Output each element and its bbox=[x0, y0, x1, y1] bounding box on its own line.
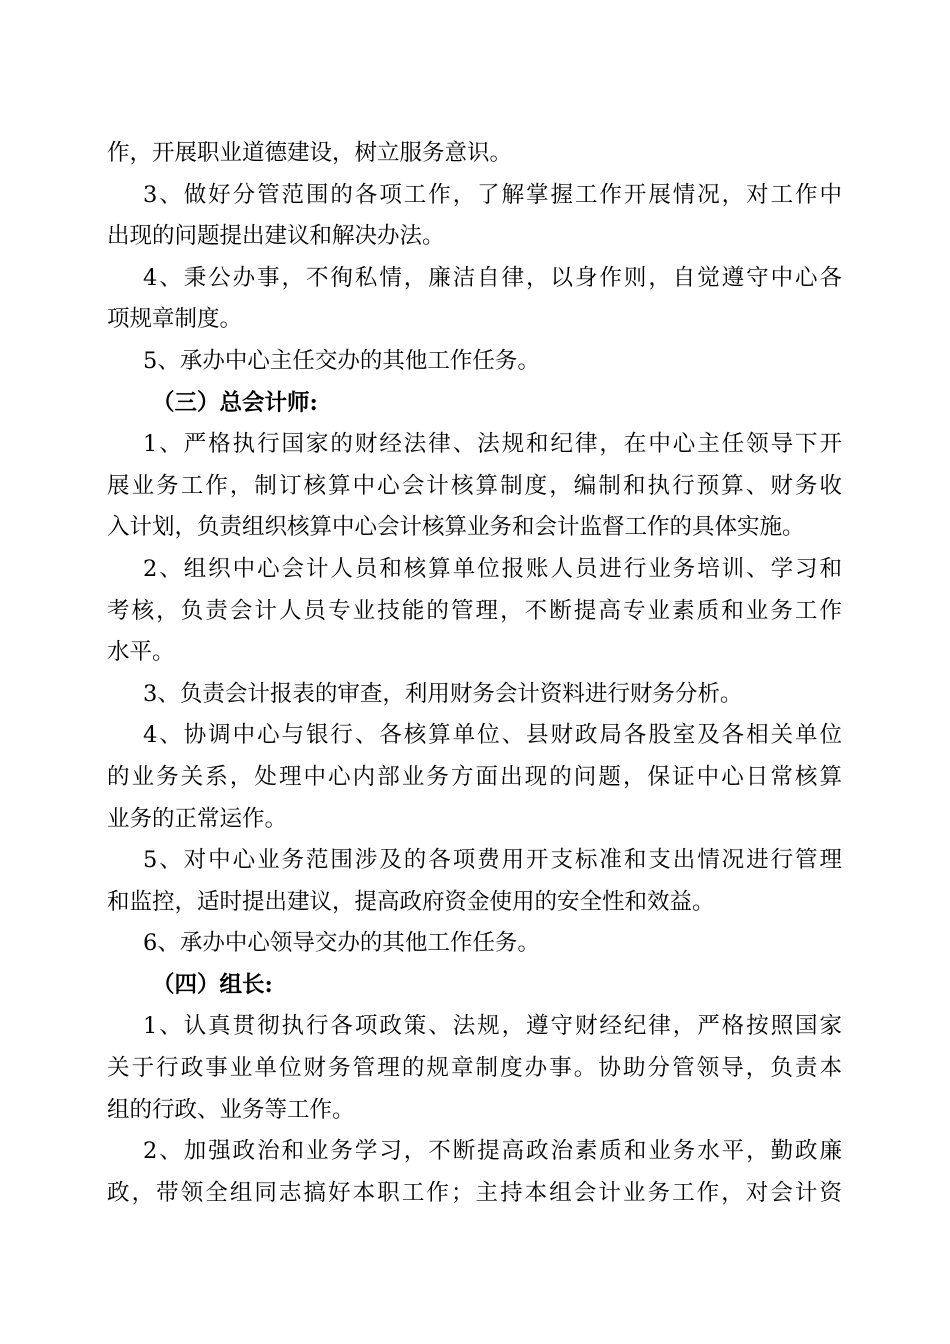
paragraph bbox=[107, 1006, 842, 1131]
text-line: 3、做好分管范围的各项工作，了解掌握工作开展情况，对工作中 bbox=[143, 181, 842, 208]
paragraph bbox=[107, 1131, 842, 1214]
paragraph bbox=[107, 175, 842, 258]
text-line: 4、协调中心与银行、各核算单位、县财政局各股室及各相关单位 bbox=[143, 722, 842, 749]
document-page bbox=[107, 133, 842, 1214]
paragraph bbox=[107, 424, 842, 549]
text-line: 1、严格执行国家的财经法律、法规和纪律，在中心主任领导下开 bbox=[143, 431, 842, 458]
paragraph bbox=[107, 715, 842, 840]
paragraph bbox=[107, 674, 842, 716]
text-line: 2、组织中心会计人员和核算单位报账人员进行业务培训、学习和 bbox=[143, 555, 842, 582]
text-line: 3、负责会计报表的审查，利用财务会计资料进行财务分析。 bbox=[143, 680, 743, 707]
paragraph bbox=[107, 840, 842, 923]
paragraph bbox=[107, 549, 842, 674]
text-line: 业务的正常运作。 bbox=[107, 805, 288, 832]
text-line: 政，带领全组同志搞好本职工作；主持本组会计业务工作，对会计资 bbox=[107, 1179, 842, 1206]
text-line: 5、承办中心主任交办的其他工作任务。 bbox=[143, 347, 540, 374]
paragraph bbox=[107, 133, 842, 175]
text-line: 4、秉公办事，不徇私情，廉洁自律，以身作则，自觉遵守中心各 bbox=[143, 264, 842, 291]
paragraph bbox=[107, 923, 842, 965]
text-line: （四）组长: bbox=[152, 971, 273, 998]
text-line: 的业务关系，处理中心内部业务方面出现的问题，保证中心日常核算 bbox=[107, 763, 842, 790]
text-line: 作，开展职业道德建设，树立服务意识。 bbox=[107, 140, 513, 166]
text-line: 5、对中心业务范围涉及的各项费用开支标准和支出情况进行管理 bbox=[143, 847, 842, 874]
text-line: 水平。 bbox=[107, 639, 175, 666]
paragraph bbox=[107, 341, 842, 383]
text-line: 入计划，负责组织核算中心会计核算业务和会计监督工作的具体实施。 bbox=[107, 514, 805, 541]
text-line: 和监控，适时提出建议，提高政府资金使用的安全性和效益。 bbox=[107, 888, 715, 915]
text-line: 组的行政、业务等工作。 bbox=[107, 1096, 355, 1123]
text-line: 出现的问题提出建议和解决办法。 bbox=[107, 223, 445, 250]
text-line: 考核，负责会计人员专业技能的管理，不断提高专业素质和业务工作 bbox=[107, 597, 842, 624]
text-line: （三）总会计师: bbox=[152, 389, 318, 416]
text-line: 6、承办中心领导交办的其他工作任务。 bbox=[143, 930, 540, 957]
text-line: 项规章制度。 bbox=[107, 306, 243, 333]
section-heading bbox=[107, 965, 842, 1007]
text-line: 1、认真贯彻执行各项政策、法规，遵守财经纪律，严格按照国家 bbox=[143, 1013, 842, 1040]
text-line: 2、加强政治和业务学习，不断提高政治素质和业务水平，勤政廉 bbox=[143, 1138, 842, 1165]
section-heading bbox=[107, 383, 842, 425]
text-line: 关于行政事业单位财务管理的规章制度办事。协助分管领导，负责本 bbox=[107, 1055, 842, 1082]
paragraph bbox=[107, 258, 842, 341]
text-line: 展业务工作，制订核算中心会计核算制度，编制和执行预算、财务收 bbox=[107, 472, 842, 499]
